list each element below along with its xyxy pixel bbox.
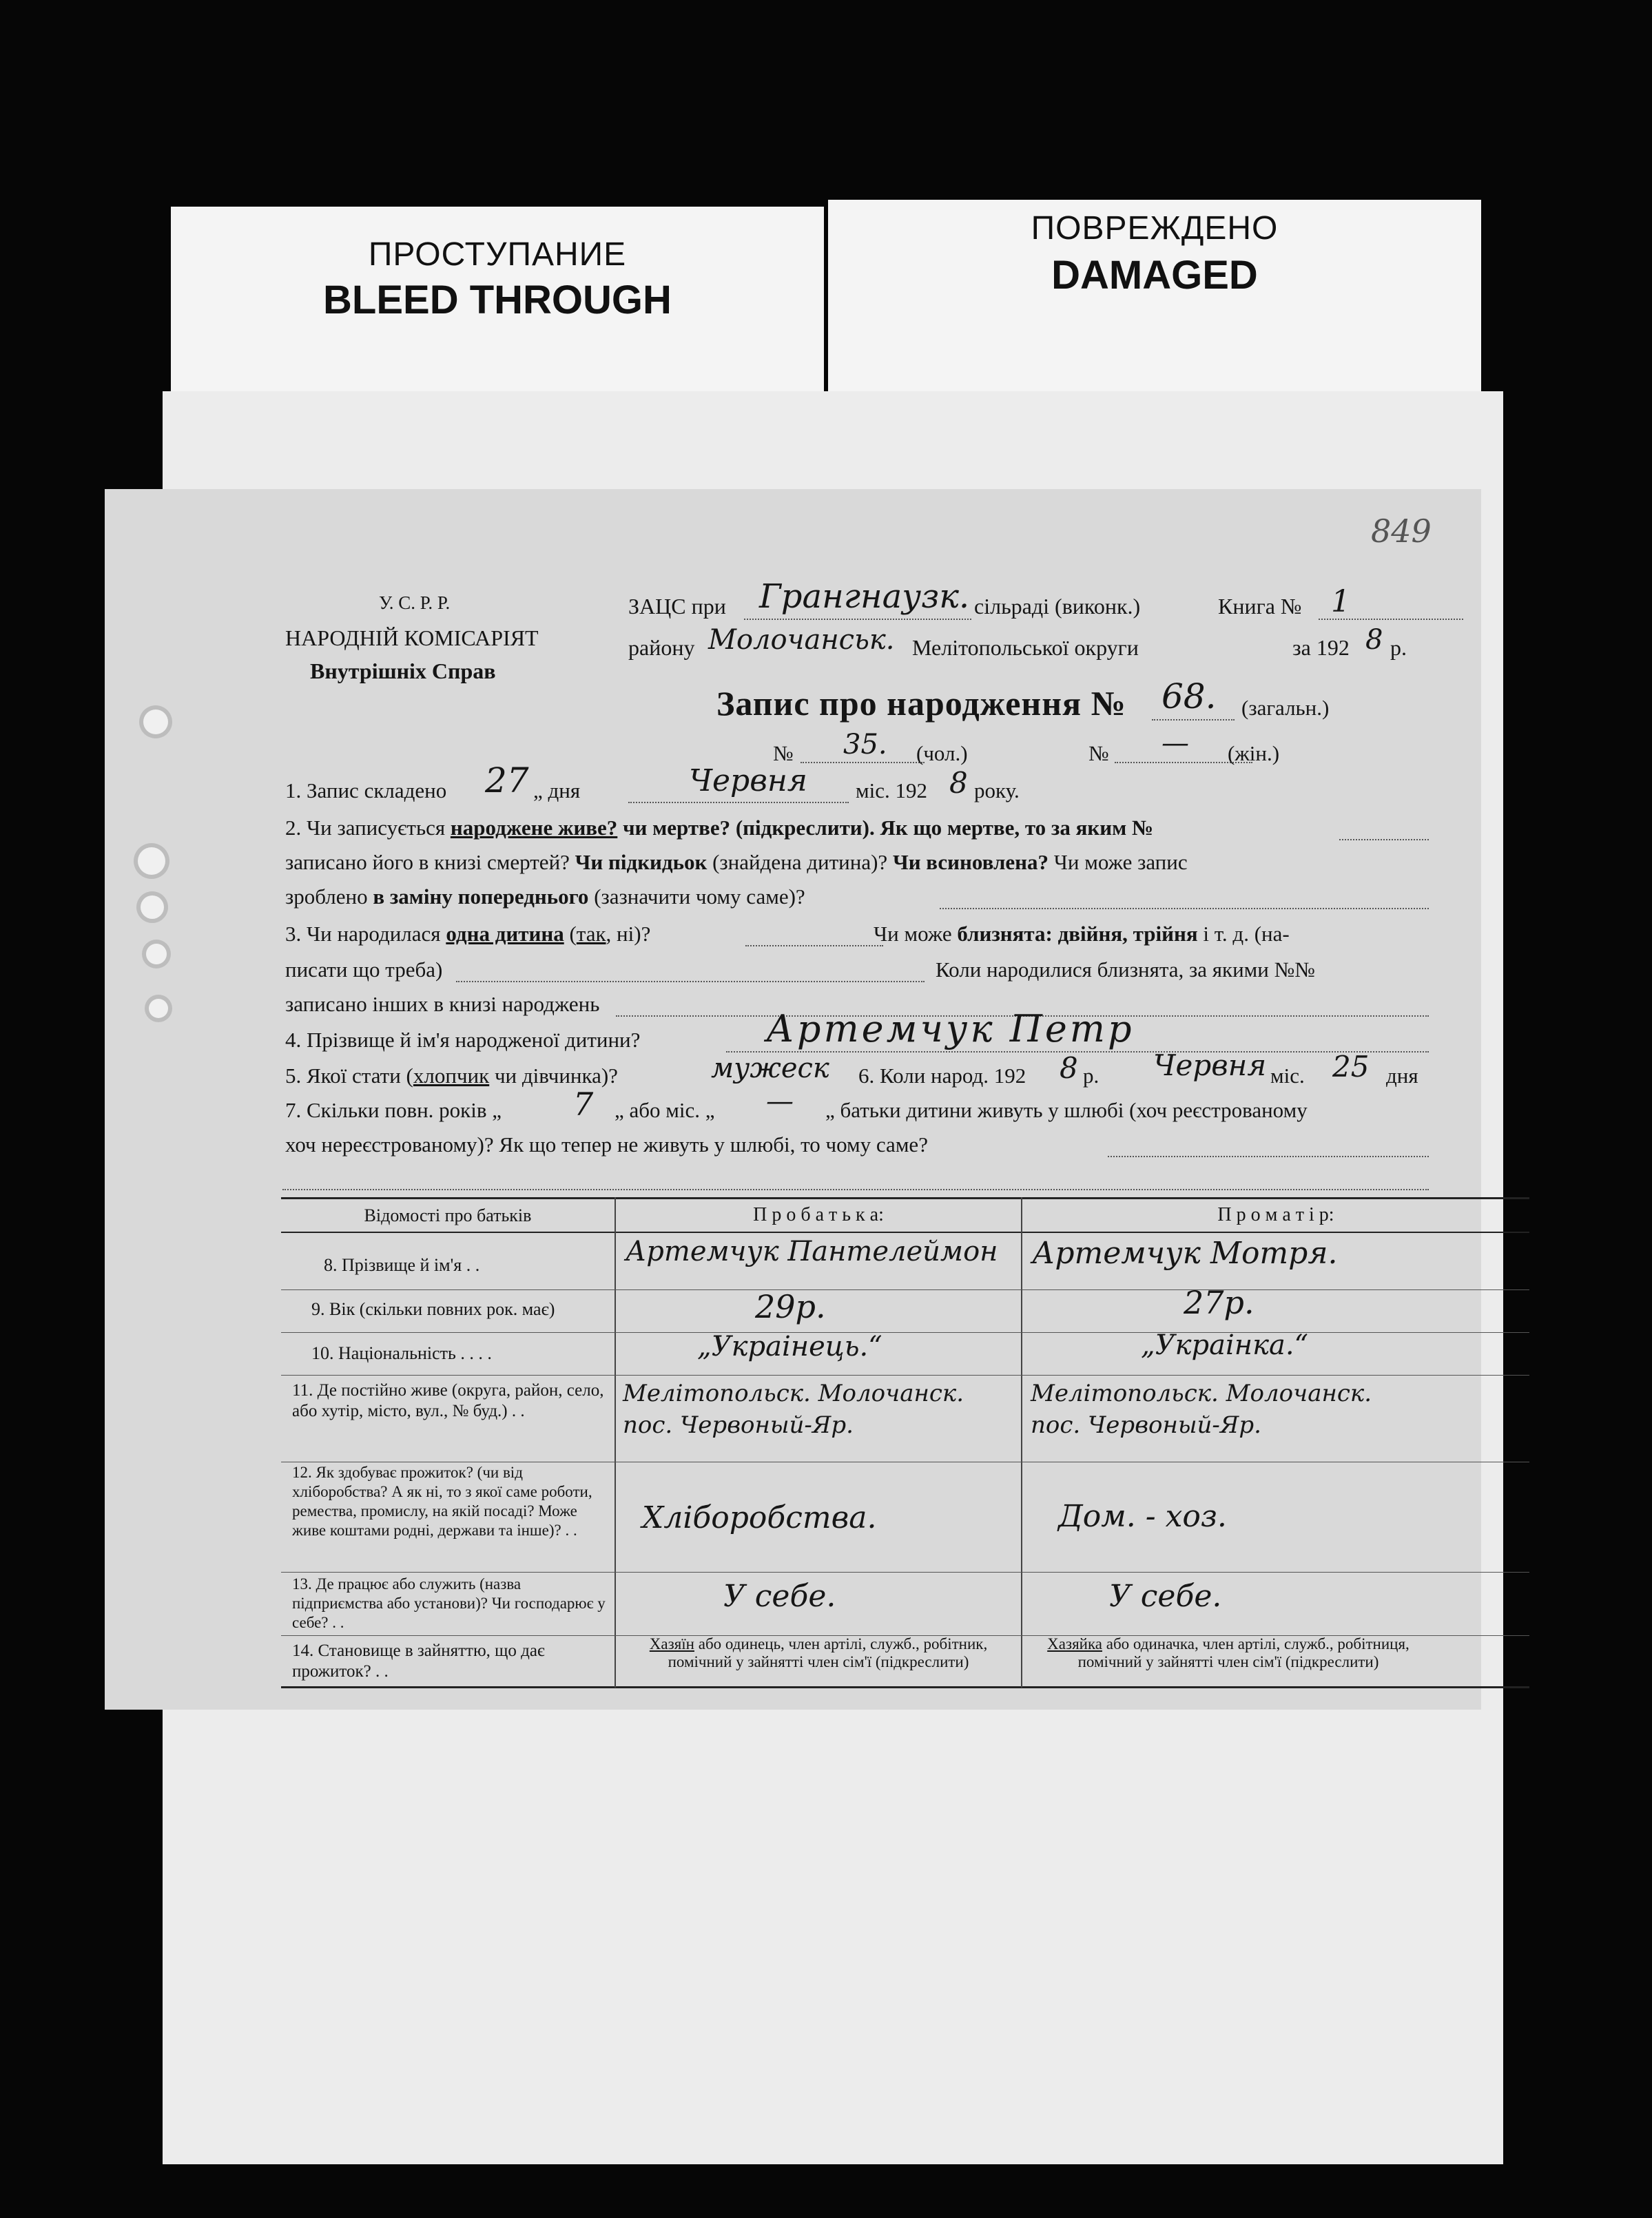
fill-line bbox=[1152, 719, 1235, 721]
female-record-number: — bbox=[1161, 727, 1189, 759]
punch-hole bbox=[141, 895, 164, 919]
birth-record-form bbox=[105, 489, 1481, 1710]
q2-part: записано його в книзі смертей? bbox=[285, 850, 575, 874]
q2-text bbox=[285, 816, 1153, 840]
general-label: (загальн.) bbox=[1241, 696, 1330, 720]
father-age: 29р. bbox=[755, 1288, 826, 1325]
ministry-label: НАРОДНІЙ КОМІСАРІЯТ bbox=[285, 625, 539, 650]
q1-month-label: міс. 192 bbox=[856, 778, 927, 802]
q3-part: 3. Чи народилася bbox=[285, 922, 446, 946]
mother-residence: Мелітопольск. Молочанск. пос. Червоный-Яр. bbox=[1031, 1380, 1372, 1439]
mother-status bbox=[1025, 1635, 1432, 1671]
birth-month: Червня bbox=[1153, 1048, 1267, 1082]
q4-label: 4. Прізвище й ім'я народженої дитини? bbox=[285, 1028, 641, 1052]
q1-year-label: року. bbox=[974, 778, 1020, 802]
form-title: Запис про народження № bbox=[716, 684, 1126, 723]
q3-text-cont: писати що треба) bbox=[285, 957, 443, 982]
q1-label: 1. Запис складено bbox=[285, 778, 447, 802]
record-day: 27 bbox=[485, 760, 529, 800]
q7-text-cont: „ батьки дитини живуть у шлюбі (хоч реєстрованому bbox=[825, 1098, 1308, 1122]
q3-one-child: одна дитина bbox=[446, 922, 564, 946]
row-rule bbox=[281, 1375, 1529, 1376]
q5-part: 5. Якої стати ( bbox=[285, 1064, 413, 1088]
marriage-years: 7 bbox=[573, 1086, 594, 1123]
row-label-workplace: 13. Де працює або служить (назва підприємства або установи)? Чи господарює у себе? . . bbox=[292, 1575, 606, 1631]
fill-line bbox=[940, 908, 1429, 909]
male-label: (чол.) bbox=[916, 741, 968, 765]
raion-prefix: району bbox=[628, 635, 695, 660]
row-label-nationality: 10. Національність . . . . bbox=[311, 1343, 492, 1363]
birth-year: 8 bbox=[1060, 1051, 1078, 1085]
father-status bbox=[619, 1635, 1018, 1671]
male-no-label: № bbox=[773, 741, 794, 765]
year-label: за 192 bbox=[1292, 635, 1350, 660]
q3-part: і т. д. (на- bbox=[1197, 922, 1290, 946]
department-label: Внутрішніх Справ bbox=[310, 659, 496, 683]
q1-day-label: „ дня bbox=[533, 778, 581, 802]
q7-text bbox=[285, 1098, 502, 1123]
book-label: Книга № bbox=[1218, 594, 1302, 619]
table-top-rule bbox=[281, 1197, 1529, 1199]
row-label-name: 8. Прізвище й ім'я . . bbox=[324, 1255, 480, 1275]
q3-part: , ні)? bbox=[606, 922, 651, 946]
q2-text-cont bbox=[285, 884, 805, 909]
damaged-label-en: DAMAGED bbox=[1051, 253, 1258, 298]
q7-months-label: „ або міс. „ bbox=[615, 1098, 715, 1122]
record-year: 8 bbox=[949, 766, 968, 800]
q2-part: Чи може запис bbox=[1048, 850, 1188, 874]
q7-text-cont: хоч нереєстрованому)? Як що тепер не живуть у шлюбі, то чому саме? bbox=[285, 1132, 928, 1157]
table-bottom-rule bbox=[281, 1686, 1529, 1688]
fill-line bbox=[456, 981, 925, 982]
row-rule bbox=[281, 1289, 1529, 1290]
page-number: 849 bbox=[1371, 512, 1432, 550]
fill-line bbox=[1339, 839, 1429, 840]
fill-line bbox=[1319, 619, 1463, 620]
q3-twins-records: Коли народилися близнята, за якими №№ bbox=[936, 957, 1315, 982]
mother-occupation: Дом. - хоз. bbox=[1058, 1499, 1227, 1534]
village-council-value: Грангнаузк. bbox=[759, 577, 970, 616]
punch-hole bbox=[138, 847, 165, 875]
q2-part: (зазначити чому саме)? bbox=[588, 884, 805, 909]
fill-line bbox=[801, 762, 925, 763]
fill-line bbox=[282, 1189, 1429, 1190]
table-col-divider bbox=[615, 1197, 616, 1688]
zags-prefix: ЗАЦС при bbox=[628, 594, 726, 619]
q2-part: (знайдена дитина)? bbox=[707, 850, 893, 874]
year-value: 8 bbox=[1365, 624, 1383, 656]
fill-line bbox=[628, 802, 849, 803]
q2-alive: народжене живе? bbox=[450, 816, 618, 840]
child-sex: мужеск bbox=[711, 1053, 829, 1084]
father-nationality: „Украінець.“ bbox=[697, 1331, 882, 1362]
female-no-label: № bbox=[1088, 741, 1109, 765]
punch-hole bbox=[149, 999, 168, 1018]
marriage-months: — bbox=[766, 1086, 794, 1117]
row-label-status: 14. Становище в зайняттю, що дає прожиток? . . bbox=[292, 1641, 545, 1681]
father-occupation: Хліборобства. bbox=[642, 1500, 877, 1535]
bleed-through-label-ru: ПРОСТУПАНИЕ bbox=[368, 236, 627, 273]
table-header-mother: П р о м а т і р: bbox=[1217, 1204, 1334, 1225]
q5-part: чи дівчинка)? bbox=[489, 1064, 618, 1088]
year-suffix: р. bbox=[1390, 635, 1407, 660]
row-rule bbox=[281, 1332, 1529, 1333]
q3-part: ( bbox=[564, 922, 577, 946]
punch-hole bbox=[143, 709, 168, 734]
mother-status-selected: Хазяйка bbox=[1047, 1635, 1102, 1652]
mother-age: 27р. bbox=[1184, 1284, 1255, 1321]
male-record-number: 35. bbox=[843, 729, 887, 760]
fill-line bbox=[1108, 1156, 1429, 1157]
ussr-label: У. С. Р. Р. bbox=[379, 592, 451, 613]
father-name: Артемчук Пантелеймон bbox=[626, 1236, 998, 1267]
row-label-age: 9. Вік (скільки повних рок. має) bbox=[311, 1299, 555, 1319]
punch-hole bbox=[146, 944, 167, 964]
q2-part: Чи підкидьок bbox=[575, 850, 708, 874]
father-status-selected: Хазяїн bbox=[649, 1635, 694, 1652]
mother-workplace: У себе. bbox=[1109, 1579, 1222, 1614]
q2-part: в заміну попереднього bbox=[373, 884, 589, 909]
damaged-card bbox=[828, 200, 1481, 391]
q3-part: близнята: двійня, трійня bbox=[957, 922, 1198, 946]
q6-month-label: міс. bbox=[1270, 1064, 1305, 1088]
fill-line bbox=[745, 945, 883, 946]
q3-part: Чи може bbox=[874, 922, 958, 946]
q2-part: чи мертве? (підкреслити). Як що мертве, то за яким № bbox=[617, 816, 1154, 840]
q5-boy: хлопчик bbox=[413, 1064, 490, 1088]
q6-day-label: дня bbox=[1386, 1064, 1418, 1088]
mother-name: Артемчук Мотря. bbox=[1032, 1236, 1338, 1271]
table-col-divider bbox=[1021, 1197, 1022, 1688]
record-month: Червня bbox=[689, 763, 807, 798]
q2-part: Чи всиновлена? bbox=[892, 850, 1049, 874]
bleed-through-label-en: BLEED THROUGH bbox=[323, 278, 672, 322]
table-header-col1: Відомості про батьків bbox=[364, 1205, 532, 1225]
q3-text bbox=[285, 922, 650, 946]
q3-twins bbox=[874, 922, 1290, 946]
okruga-label: Мелітопольської округи bbox=[912, 635, 1139, 660]
q2-part: зроблено bbox=[285, 884, 373, 909]
village-council-suffix: сільраді (виконк.) bbox=[974, 594, 1141, 619]
mother-status-options: або одиначка, член артілі, служб., робітниця, помічний у зайнятті член сім'ї (підкреслити) bbox=[1077, 1635, 1410, 1670]
father-status-options: або одинець, член артілі, служб., робітник, помічний у зайнятті член сім'ї (підкреслити) bbox=[668, 1635, 988, 1670]
q3-yes: так bbox=[576, 922, 606, 946]
raion-value: Молочанськ. bbox=[708, 624, 895, 656]
father-residence: Мелітопольск. Молочанск. пос. Червоный-Яр. bbox=[623, 1380, 964, 1439]
table-header-father: П р о б а т ь к а: bbox=[753, 1204, 884, 1225]
birth-day: 25 bbox=[1332, 1050, 1370, 1084]
female-label: (жін.) bbox=[1228, 741, 1280, 765]
q6-label: 6. Коли народ. 192 bbox=[858, 1064, 1026, 1088]
child-name: Артемчук Петр bbox=[766, 1007, 1135, 1050]
row-label-residence: 11. Де постійно живе (округа, район, село, або хутір, місто, вул., № буд.) . . bbox=[292, 1381, 604, 1420]
q2-part: 2. Чи записується bbox=[285, 816, 451, 840]
book-number: 1 bbox=[1331, 584, 1350, 619]
row-rule bbox=[281, 1572, 1529, 1573]
q7-part: 7. Скільки повн. років „ bbox=[285, 1098, 502, 1122]
table-header-rule bbox=[281, 1232, 1529, 1233]
father-workplace: У себе. bbox=[723, 1579, 836, 1614]
fill-line bbox=[744, 619, 971, 620]
row-label-occupation: 12. Як здобуває прожиток? (чи від хліборобства? А як ні, то з якої саме роботи, ремества, промислу, на якій посаді? Може живе коштами родні, держави та інше)? . . bbox=[292, 1464, 592, 1539]
mother-nationality: „Украінка.“ bbox=[1141, 1329, 1309, 1361]
q5-text bbox=[285, 1064, 618, 1088]
bleed-through-card bbox=[171, 207, 824, 391]
damaged-label-ru: ПОВРЕЖДЕНО bbox=[1031, 210, 1279, 247]
record-number: 68. bbox=[1161, 676, 1217, 716]
q2-text-cont bbox=[285, 850, 1188, 875]
q3-text-cont: записано інших в книзі народжень bbox=[285, 992, 600, 1016]
q6-year-suffix: р. bbox=[1083, 1064, 1099, 1088]
